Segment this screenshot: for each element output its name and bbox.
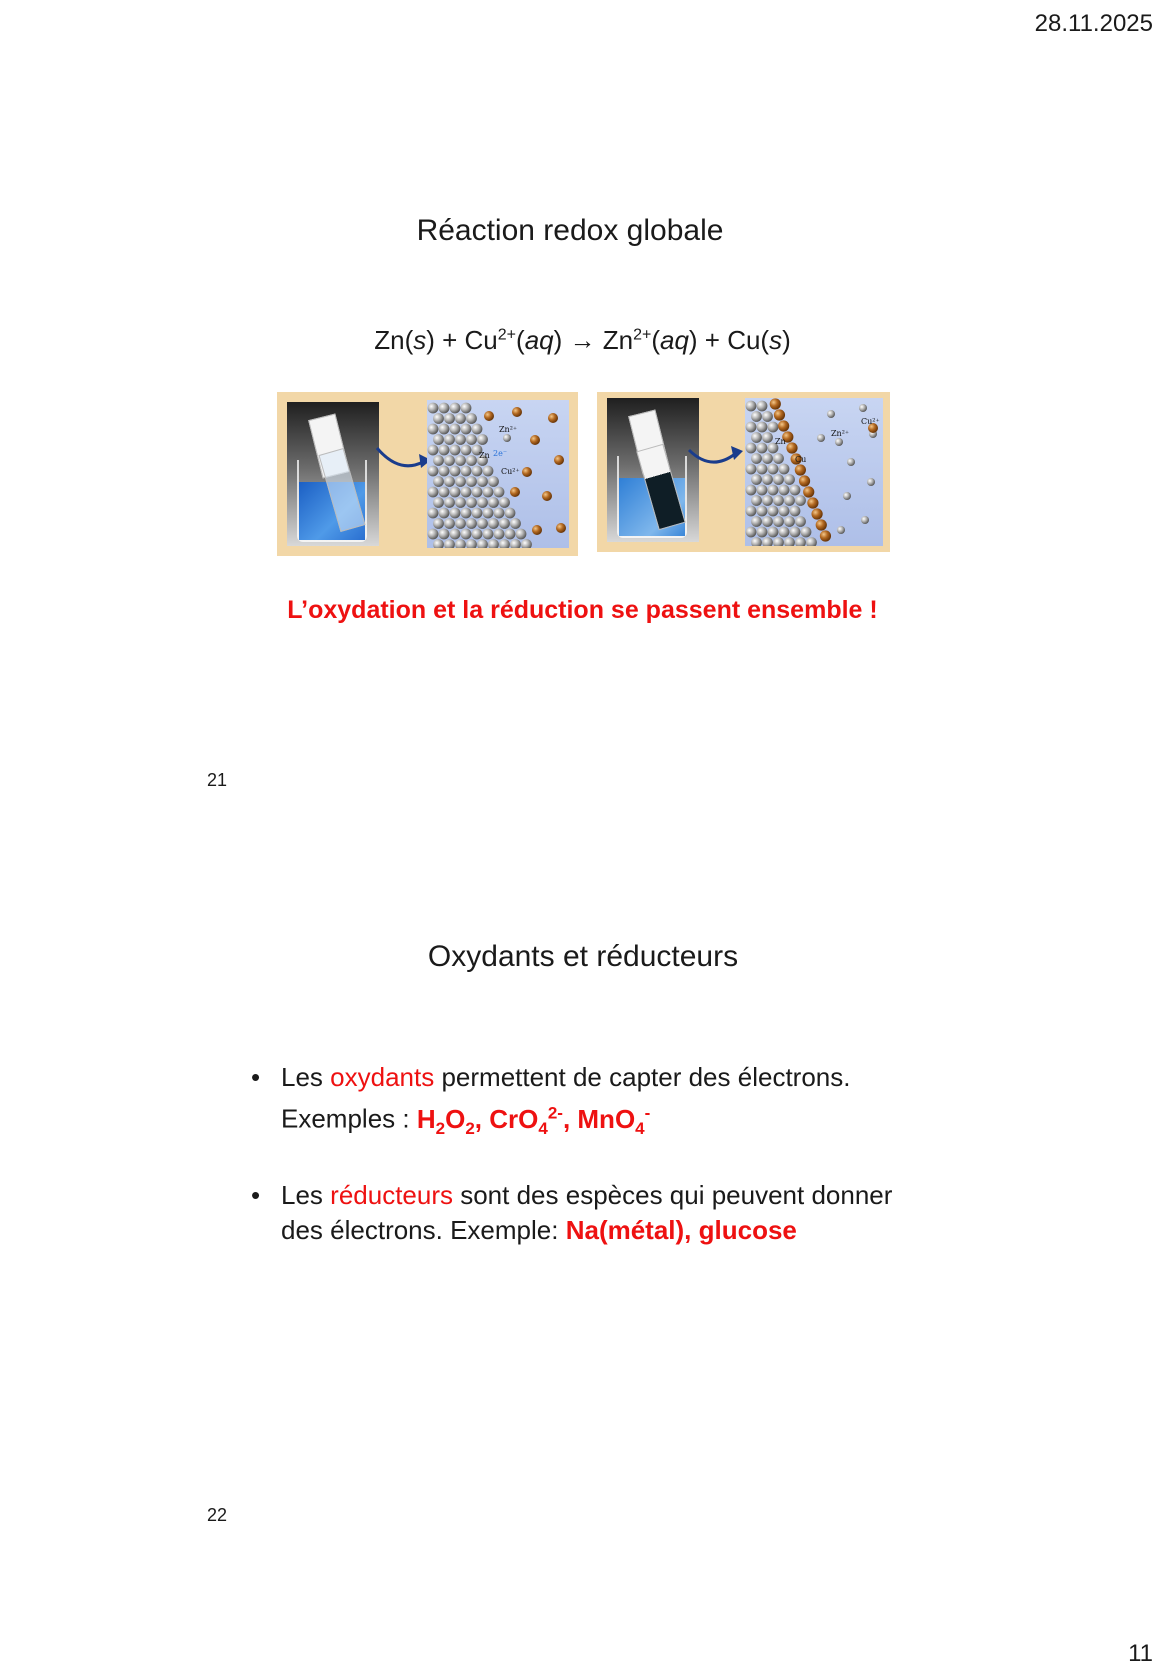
beaker-photo-blue <box>287 402 379 546</box>
reaction-figure-before <box>277 392 578 556</box>
bullet-icon: • <box>251 1062 261 1092</box>
redox-equation: $Zn(s) + Cu^{2+}(aq) \to Zn^{2+}(aq) + Cu(s)$ <box>374 325 791 355</box>
arrow-icon <box>373 440 433 480</box>
reducer-examples: Na(métal), glucose <box>565 1215 797 1245</box>
slide-title: Réaction redox globale <box>416 214 724 247</box>
arrow-icon <box>685 436 745 476</box>
electrons-label: 2e⁻ <box>493 449 508 458</box>
atomic-view-before <box>427 400 569 548</box>
bullet-oxidants: • Les oxydants permettent de capter des électrons. Exemples : $H_2O_2$, CrO$_4^{2-}$, MnO$_4$- <box>251 1062 851 1138</box>
cu2plus-label: Cu²⁺ <box>861 417 880 426</box>
cu2plus-label: Cu²⁺ <box>501 467 520 476</box>
slide-number: 21 <box>207 770 228 790</box>
zn-label: Zn <box>479 451 490 460</box>
bullet-reducers: • Les réducteurs sont des espèces qui peuvent donner des électrons. Exemple: Na(métal), glucose <box>251 1180 893 1245</box>
zn-label: Zn <box>775 437 786 446</box>
slide-title: Oxydants et réducteurs <box>427 940 739 973</box>
slide-number: 22 <box>207 1505 228 1525</box>
reaction-figure-after <box>597 392 890 552</box>
cu-label: Cu <box>795 455 807 464</box>
beaker-icon <box>297 460 367 542</box>
bullet-icon: • <box>251 1180 261 1210</box>
atomic-view-after <box>745 398 883 546</box>
highlight-note: L’oxydation et la réduction se passent ensemble ! <box>287 596 878 624</box>
zn2plus-label: Zn²⁺ <box>831 429 850 438</box>
oxidant-examples: $H_2O_2$, CrO$_4^{2-}$, MnO$_4$- <box>416 1103 651 1138</box>
term-reducers: réducteurs <box>330 1180 453 1210</box>
date: 28.11.2025 <box>1034 10 1153 37</box>
beaker-icon <box>617 456 687 538</box>
page-number: 11 <box>1128 1640 1153 1667</box>
zn2plus-label: Zn²⁺ <box>499 425 518 434</box>
term-oxidants: oxydants <box>330 1062 435 1092</box>
